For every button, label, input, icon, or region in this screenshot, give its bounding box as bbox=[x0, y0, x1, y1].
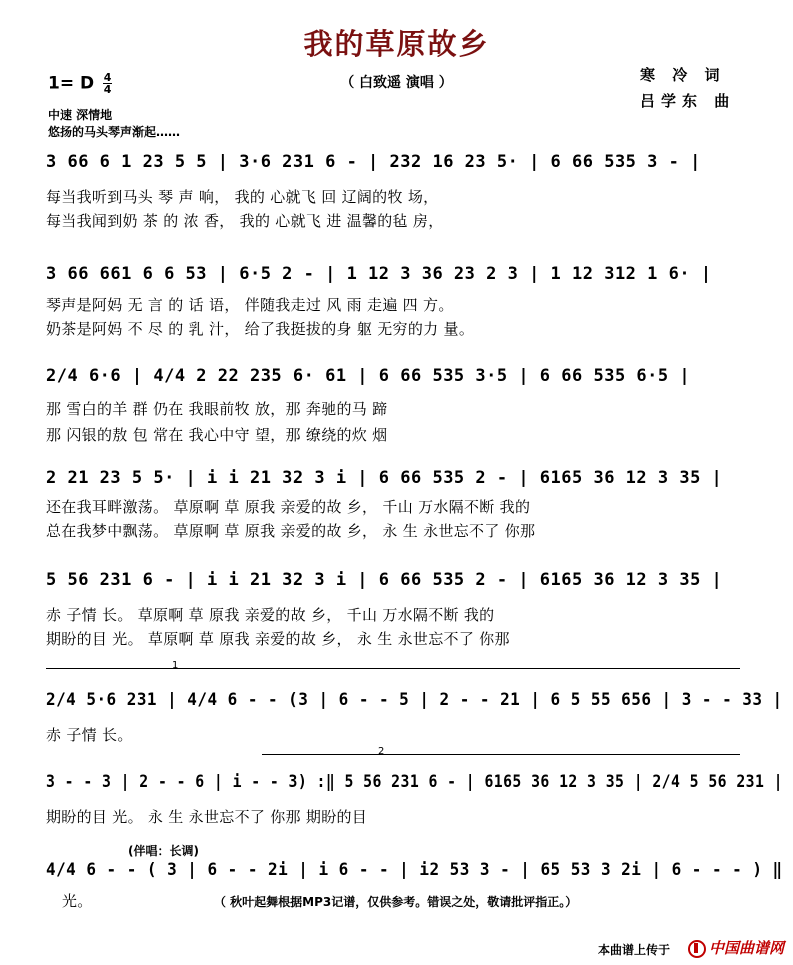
time-denominator: 4 bbox=[103, 83, 112, 96]
notation-line-3: 2/4 6·6 | 4/4 2 22 235 6· 61 | 6 66 535 3·5 | 6 66 535 6·5 | bbox=[46, 366, 691, 386]
site-logo[interactable] bbox=[688, 937, 784, 958]
time-signature bbox=[103, 72, 112, 95]
performer: （ 白致遥 演唱 ） bbox=[340, 75, 453, 91]
tempo-marking: 中速 深情地 bbox=[48, 108, 113, 122]
time-numerator: 4 bbox=[103, 71, 112, 84]
upload-label: 本曲谱上传于 bbox=[598, 943, 671, 957]
key-label: 1= D bbox=[48, 73, 95, 94]
lyric-line-8: 光。 bbox=[62, 892, 93, 910]
lyricist: 寒 冷 词 bbox=[640, 66, 726, 84]
notation-line-4: 2 21 23 5 5· | i i 21 32 3 i | 6 66 535 2 - | 6165 36 12 3 35 | bbox=[46, 468, 723, 488]
notation-line-5: 5 56 231 6 - | i i 21 32 3 i | 6 66 535 2 - | 6165 36 12 3 35 | bbox=[46, 570, 723, 590]
notation-line-8: 4/4 6 - - ( 3 | 6 - - 2i | i 6 - - | i2 53 3 - | 65 53 3 2i | 6 - - - ) ‖ bbox=[46, 860, 783, 880]
logo-icon bbox=[688, 940, 706, 958]
notation-line-1: 3 66 6 1 23 5 5 | 3·6 231 6 - | 232 16 23 5· | 6 66 535 3 - | bbox=[46, 152, 701, 172]
lyric-line-3a: 那 雪白的羊 群 仍在 我眼前牧 放，那 奔驰的马 蹄 bbox=[46, 400, 388, 418]
accompaniment-note: (伴唱：长调) bbox=[128, 844, 199, 858]
lyric-line-1b: 每当我闻到奶 茶 的 浓 香， 我的 心就飞 进 温馨的毡 房， bbox=[46, 212, 444, 230]
song-title: 我的草原故乡 bbox=[303, 27, 490, 61]
volta-2-number: 2 bbox=[378, 746, 385, 757]
notation-line-7: 3 - - 3 | 2 - - 6 | i - - 3) :‖ 5 56 231 6 - | 6165 36 12 3 35 | 2/4 5 56 231 | bbox=[46, 772, 783, 792]
lyric-line-6: 赤 子情 长。 bbox=[46, 726, 133, 744]
lyric-line-3b: 那 闪银的敖 包 常在 我心中守 望，那 缭绕的炊 烟 bbox=[46, 426, 388, 444]
lyric-line-4b: 总在我梦中飘荡。 草原啊 草 原我 亲爱的故 乡， 永 生 永世忘不了 你那 bbox=[46, 522, 536, 540]
lyric-line-5a: 赤 子情 长。 草原啊 草 原我 亲爱的故 乡， 千山 万水隔不断 我的 bbox=[46, 606, 495, 624]
lyric-line-1a: 每当我听到马头 琴 声 响， 我的 心就飞 回 辽阔的牧 场， bbox=[46, 188, 439, 206]
volta-1-bracket bbox=[46, 668, 740, 677]
volta-2-bracket bbox=[262, 754, 740, 763]
transcription-footnote: （ 秋叶起舞根据MP3记谱，仅供参考。错误之处，敬请批评指正。） bbox=[214, 895, 578, 909]
composer: 吕学东 曲 bbox=[640, 92, 736, 110]
lyric-line-2a: 琴声是阿妈 无 言 的 话 语， 伴随我走过 风 雨 走遍 四 方。 bbox=[46, 296, 454, 314]
intro-note: 悠扬的马头琴声渐起…… bbox=[48, 125, 181, 139]
lyric-line-2b: 奶茶是阿妈 不 尽 的 乳 汁， 给了我挺拔的身 躯 无穷的力 量。 bbox=[46, 320, 475, 338]
logo-text: 中国曲谱网 bbox=[709, 939, 785, 957]
key-signature bbox=[48, 72, 112, 95]
notation-line-6: 2/4 5·6 231 | 4/4 6 - - (3 | 6 - - 5 | 2 - - 21 | 6 5 55 656 | 3 - - 33 | bbox=[46, 690, 783, 710]
lyric-line-5b: 期盼的目 光。 草原啊 草 原我 亲爱的故 乡， 永 生 永世忘不了 你那 bbox=[46, 630, 510, 648]
notation-line-2: 3 66 661 6 6 53 | 6·5 2 - | 1 12 3 36 23 2 3 | 1 12 312 1 6· | bbox=[46, 264, 712, 284]
volta-1-number: 1 bbox=[172, 660, 179, 671]
lyric-line-4a: 还在我耳畔激荡。 草原啊 草 原我 亲爱的故 乡， 千山 万水隔不断 我的 bbox=[46, 498, 531, 516]
lyric-line-7: 期盼的目 光。 永 生 永世忘不了 你那 期盼的目 bbox=[46, 808, 368, 826]
